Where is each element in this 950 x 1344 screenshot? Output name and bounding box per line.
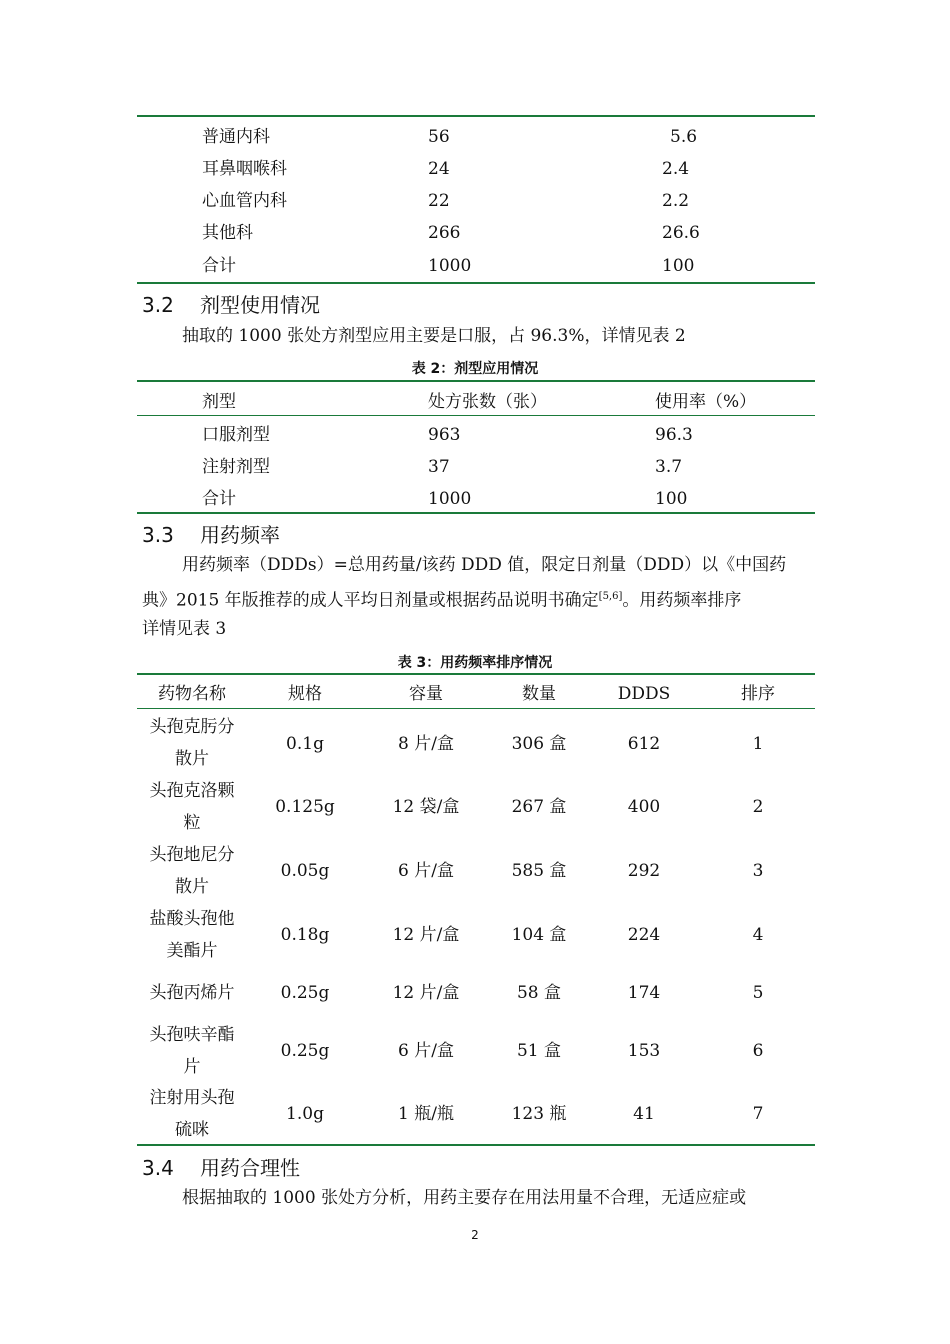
rank: 2: [752, 797, 764, 817]
table2-cell: 合计: [202, 489, 236, 509]
capacity: 6 片/盒: [398, 1041, 454, 1061]
table1-bottom-rule: [137, 282, 815, 284]
paragraph-line: 详情见表 3: [142, 619, 227, 639]
table2-header-rule: [137, 415, 815, 416]
section-number: 3.2: [142, 293, 174, 317]
table3-header-cell: 排序: [741, 684, 775, 704]
drug-name: 头孢地尼分: [149, 845, 235, 865]
capacity: 12 片/盒: [392, 983, 460, 1003]
spec: 0.25g: [280, 983, 330, 1003]
table1-cell: 普通内科: [202, 127, 270, 147]
rank: 7: [752, 1104, 764, 1124]
page-number: 2: [471, 1228, 479, 1242]
table2-header-cell: 剂型: [202, 392, 236, 412]
drug-name: 片: [183, 1057, 201, 1077]
table2-cell: 37: [428, 457, 450, 477]
rank: 5: [752, 983, 764, 1003]
capacity: 12 袋/盒: [392, 797, 460, 817]
text-run: 。用药频率排序: [622, 590, 742, 611]
drug-name: 硫咪: [175, 1120, 209, 1140]
quantity: 123 瓶: [511, 1104, 567, 1124]
table1-cell: 2.4: [662, 159, 690, 179]
paragraph: 抽取的 1000 张处方剂型应用主要是口服，占 96.3%，详情见表 2: [182, 326, 686, 346]
table1-cell: 2.2: [662, 191, 690, 211]
table3-header-rule: [137, 708, 815, 709]
spec: 0.05g: [280, 861, 330, 881]
drug-name: 散片: [175, 749, 209, 769]
table2-cell: 1000: [428, 489, 472, 509]
table1-cell: 24: [428, 159, 450, 179]
table2-header-cell: 处方张数（张）: [428, 392, 547, 412]
spec: 0.18g: [280, 925, 330, 945]
rank: 6: [752, 1041, 764, 1061]
section-number: 3.3: [142, 523, 174, 547]
ddds: 612: [627, 734, 661, 754]
table2-header-cell: 使用率（%）: [655, 392, 757, 412]
quantity: 585 盒: [511, 861, 567, 881]
spec: 0.125g: [275, 797, 335, 817]
table2-top-rule: [137, 380, 815, 382]
table1-top-rule: [137, 115, 815, 117]
section-title: 用药频率: [200, 523, 280, 547]
drug-name: 盐酸头孢他: [149, 909, 235, 929]
ddds: 153: [627, 1041, 661, 1061]
table3-bottom-rule: [137, 1144, 815, 1146]
quantity: 267 盒: [511, 797, 567, 817]
table1-cell: 1000: [428, 256, 472, 276]
table3-header-cell: 数量: [522, 684, 556, 704]
table1-cell: 合计: [202, 256, 236, 276]
table1-cell: 266: [428, 223, 461, 243]
section-heading-3-2: [142, 289, 320, 318]
table2-cell: 注射剂型: [202, 457, 270, 477]
spec: 0.25g: [280, 1041, 330, 1061]
rank: 4: [752, 925, 764, 945]
table3-header-cell: 容量: [409, 684, 443, 704]
section-number: 3.4: [142, 1156, 174, 1180]
table1-cell: 26.6: [662, 223, 700, 243]
table3-header-cell: DDDS: [617, 684, 671, 704]
paragraph: 根据抽取的 1000 张处方分析，用药主要存在用法用量不合理，无适应症或: [182, 1188, 747, 1208]
drug-name: 注射用头孢: [149, 1088, 235, 1108]
drug-name: 美酯片: [166, 941, 218, 961]
table2-cell: 963: [428, 425, 461, 445]
table2-caption: 表 2：剂型应用情况: [411, 361, 539, 377]
table2-cell: 3.7: [655, 457, 683, 477]
quantity: 51 盒: [516, 1041, 562, 1061]
drug-name: 头孢呋辛酯: [149, 1025, 235, 1045]
table3-header-cell: 药物名称: [158, 684, 226, 704]
citation: [5,6]: [598, 591, 623, 602]
ddds: 174: [627, 983, 661, 1003]
drug-name: 头孢克洛颗: [149, 781, 235, 801]
table3-header-cell: 规格: [288, 684, 322, 704]
paragraph-line: 用药频率（DDDs）=总用药量/该药 DDD 值，限定日剂量（DDD）以《中国药: [182, 555, 787, 575]
table1-cell: 心血管内科: [202, 191, 287, 211]
table1-cell: 耳鼻咽喉科: [202, 159, 287, 179]
drug-name: 粒: [183, 813, 201, 833]
drug-name: 头孢丙烯片: [149, 983, 235, 1003]
table1-cell: 其他科: [202, 223, 253, 243]
quantity: 104 盒: [511, 925, 567, 945]
section-heading-3-4: [142, 1152, 300, 1181]
table3-top-rule: [137, 673, 815, 675]
ddds: 41: [633, 1104, 655, 1124]
capacity: 6 片/盒: [398, 861, 454, 881]
rank: 1: [752, 734, 764, 754]
table2-cell: 96.3: [655, 425, 693, 445]
section-title: 剂型使用情况: [200, 293, 320, 317]
capacity: 8 片/盒: [398, 734, 454, 754]
ddds: 224: [627, 925, 661, 945]
drug-name: 头孢克肟分: [149, 717, 235, 737]
table1-cell: 22: [428, 191, 450, 211]
section-title: 用药合理性: [200, 1156, 300, 1180]
capacity: 1 瓶/瓶: [398, 1104, 454, 1124]
quantity: 306 盒: [511, 734, 567, 754]
table1-cell: 5.6: [670, 127, 698, 147]
spec: 0.1g: [286, 734, 324, 754]
ddds: 292: [627, 861, 661, 881]
drug-name: 散片: [175, 877, 209, 897]
capacity: 12 片/盒: [392, 925, 460, 945]
table2-cell: 口服剂型: [202, 425, 270, 445]
table2-cell: 100: [655, 489, 688, 509]
rank: 3: [752, 861, 764, 881]
spec: 1.0g: [286, 1104, 324, 1124]
table3-caption: 表 3：用药频率排序情况: [397, 655, 553, 671]
text-run: 典》2015 年版推荐的成人平均日剂量或根据药品说明书确定: [142, 590, 599, 611]
table2-bottom-rule: [137, 512, 815, 514]
quantity: 58 盒: [516, 983, 562, 1003]
paragraph-line: [142, 581, 741, 617]
table1-cell: 100: [662, 256, 695, 276]
table1-cell: 56: [428, 127, 450, 147]
ddds: 400: [627, 797, 661, 817]
section-heading-3-3: [142, 519, 280, 548]
